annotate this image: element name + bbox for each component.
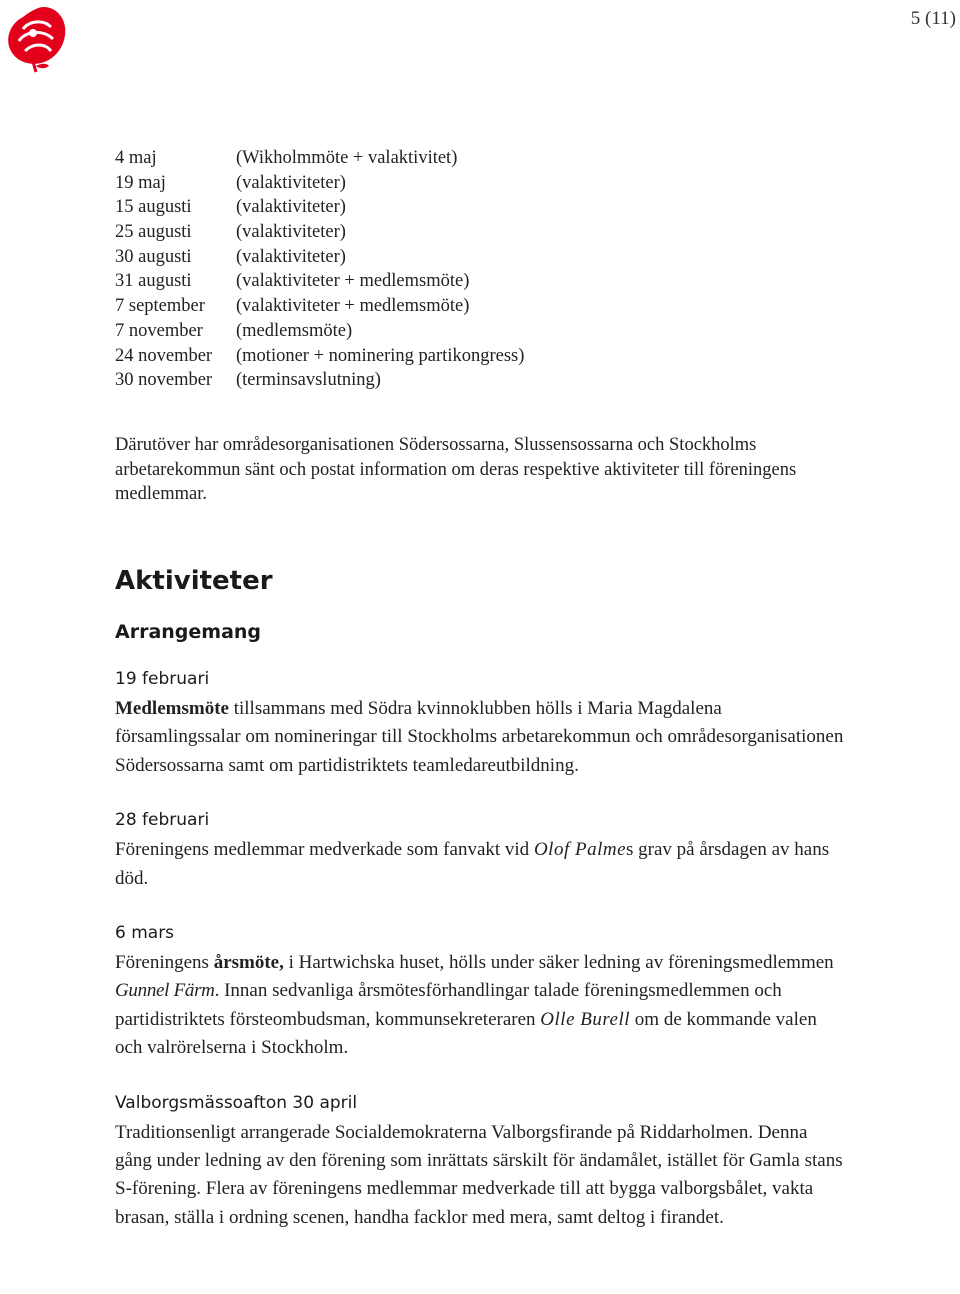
person-name: Olof Palme xyxy=(533,839,627,861)
entry-body xyxy=(115,836,845,893)
schedule-note: (terminsavslutning) xyxy=(236,370,381,391)
schedule-row xyxy=(115,245,845,270)
schedule-row xyxy=(115,368,845,393)
activity-entry xyxy=(115,808,845,893)
entry-bold-lead: Medlemsmöte xyxy=(115,697,229,719)
entry-text: s grav på årsdagen av hans död. xyxy=(115,839,830,889)
entry-body xyxy=(115,949,845,1063)
rose-logo-icon xyxy=(3,3,69,73)
schedule-date: 7 september xyxy=(115,296,205,317)
entry-text: om de kommande valen och valrörelserna i Stockholm. xyxy=(115,1008,817,1059)
person-name: Olle Burell xyxy=(540,1008,631,1030)
entry-text: i Hartwichska huset, hölls under säker ledning av föreningsmedlemmen xyxy=(283,952,834,974)
schedule-row xyxy=(115,319,845,344)
entry-text: . Innan sedvanliga årsmötesförhandlingar talade föreningsmedlemmen och partidistriktets försteombudsman, kommunsekreteraren xyxy=(115,980,782,1030)
activity-entry xyxy=(115,921,845,1063)
schedule-note: (valaktiviteter + medlemsmöte) xyxy=(236,296,470,317)
schedule-date: 31 augusti xyxy=(115,271,192,292)
schedule-date: 4 maj xyxy=(115,148,157,168)
schedule-note: (valaktiviteter) xyxy=(236,197,346,218)
schedule-row xyxy=(115,220,845,245)
schedule-note: (Wikholmmöte + valaktivitet) xyxy=(236,148,458,168)
sub-heading: Arrangemang xyxy=(115,620,262,643)
section-heading: Aktiviteter xyxy=(115,565,273,596)
entry-text: Föreningens medlemmar medverkade som fanvakt vid xyxy=(115,839,534,861)
schedule-note: (valaktiviteter) xyxy=(236,222,346,243)
entry-text: tillsammans med Södra kvinnoklubben hölls i Maria Magdalena församlingssalar om nomineringar till Stockholms arbetarekommun och områdesorganisationen Södersossarna samt om partidistriktets teamledareutbildning. xyxy=(115,697,844,776)
schedule-row xyxy=(115,294,845,319)
schedule-row xyxy=(115,269,845,294)
schedule-row xyxy=(115,195,845,220)
schedule-row xyxy=(115,344,845,369)
schedule-note: (medlemsmöte) xyxy=(236,320,353,341)
person-name: Gunnel Färm xyxy=(115,980,215,1002)
entry-date: 28 februari xyxy=(115,810,210,831)
entry-bold: årsmöte, xyxy=(213,952,284,974)
activity-entry xyxy=(115,1091,845,1233)
schedule-date: 19 maj xyxy=(115,172,166,193)
entry-date: Valborgsmässoafton 30 april xyxy=(115,1092,358,1113)
entry-date: 19 februari xyxy=(115,668,210,689)
schedule-date: 30 augusti xyxy=(115,246,192,267)
schedule-row xyxy=(115,146,845,171)
schedule-note: (valaktiviteter + medlemsmöte) xyxy=(236,271,470,292)
entry-date: 6 mars xyxy=(115,923,175,944)
schedule-date: 15 augusti xyxy=(115,197,192,218)
document-body xyxy=(115,146,845,1232)
entry-text: Föreningens xyxy=(115,952,214,974)
schedule-row xyxy=(115,171,845,196)
intro-paragraph: Därutöver har områdesorganisationen Södersossarna, Slussensossarna och Stockholms arbetarekommun sänt och postat information om deras respektive aktiviteter till föreningens medlemmar. xyxy=(115,434,797,505)
schedule-date: 7 november xyxy=(115,320,203,341)
schedule-note: (valaktiviteter) xyxy=(236,246,346,267)
schedule-date: 25 augusti xyxy=(115,222,192,243)
activity-entry xyxy=(115,667,845,780)
schedule-list xyxy=(115,146,845,393)
schedule-date: 24 november xyxy=(115,345,213,366)
schedule-date: 30 november xyxy=(115,370,213,391)
schedule-note: (valaktiviteter) xyxy=(236,172,346,193)
page-number: 5 (11) xyxy=(910,8,956,29)
schedule-note: (motioner + nominering partikongress) xyxy=(236,345,525,366)
entry-body: Traditionsenligt arrangerade Socialdemokraterna Valborgsfirande på Riddarholmen. Denna gång under ledning av den förening som inrättats särskilt för ändamålet, istället för Gamla stans S-förening. Flera av föreningens medlemmar medverkade till att bygga valborgsbålet, vakta brasan, ställa i ordning scenen, handha facklor med mera, samt deltog i firandet. xyxy=(115,1121,843,1228)
entry-body xyxy=(115,695,845,780)
